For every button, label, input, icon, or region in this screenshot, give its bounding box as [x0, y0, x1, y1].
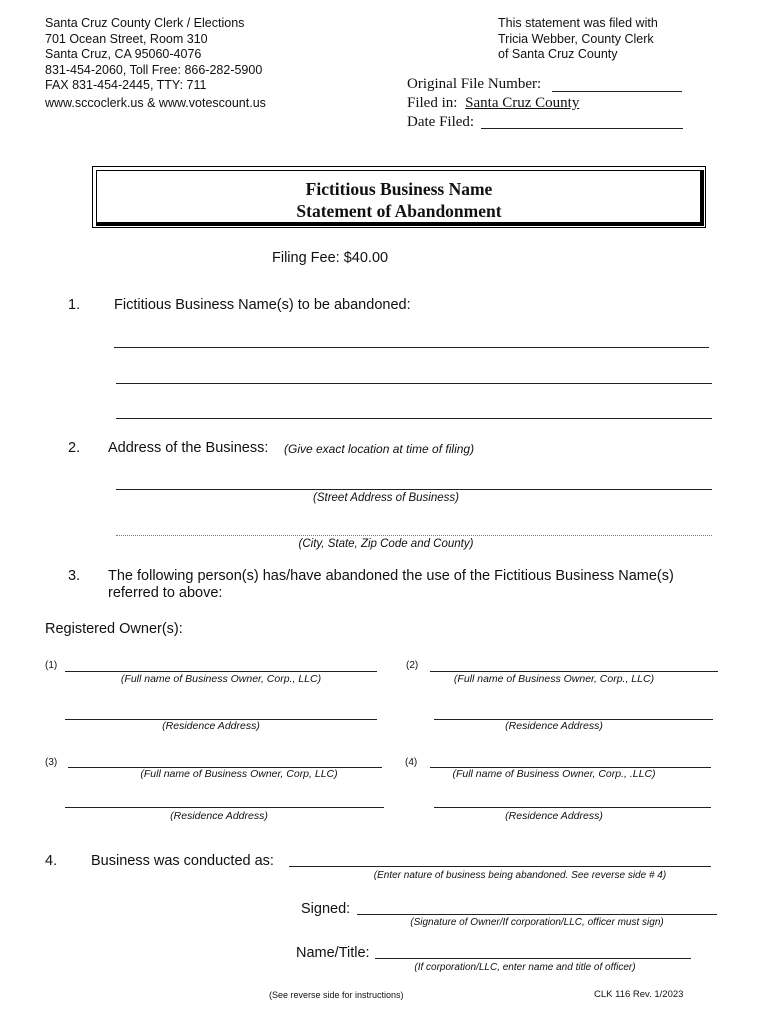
street-address-field[interactable] — [116, 489, 712, 490]
signature-field[interactable] — [357, 914, 717, 915]
office-websites: www.sccoclerk.us & www.votescount.us — [45, 95, 266, 110]
owners-heading: Registered Owner(s): — [45, 621, 183, 637]
original-file-number-label: Original File Number: — [407, 76, 542, 92]
section2-label: Address of the Business: — [108, 440, 269, 456]
section2-hint: (Give exact location at time of filing) — [284, 442, 475, 456]
owner2-name-field[interactable] — [430, 671, 718, 672]
owner1-number: (1) — [45, 660, 58, 671]
signature-caption: (Signature of Owner/If corporation/LLC, officer must sign) — [410, 917, 664, 928]
section4-number: 4. — [45, 853, 58, 869]
owner2-number: (2) — [406, 660, 419, 671]
office-name: Santa Cruz County Clerk / Elections — [45, 16, 245, 30]
filed-with-block — [498, 16, 658, 63]
section4-label: Business was conducted as: — [91, 853, 274, 869]
owner1-name-field[interactable] — [65, 671, 377, 672]
section3-text — [108, 568, 674, 602]
owner1-name-caption: (Full name of Business Owner, Corp., LLC) — [120, 673, 322, 685]
original-file-number-field[interactable] — [552, 91, 682, 92]
business-conducted-caption: (Enter nature of business being abandoned. See reverse side # 4) — [373, 870, 667, 881]
signed-label: Signed: — [301, 901, 351, 917]
owner2-address-caption: (Residence Address) — [505, 720, 603, 732]
filed-in-value: Santa Cruz County — [465, 95, 580, 111]
owner3-number: (3) — [45, 757, 58, 768]
owner3-address-field[interactable] — [65, 807, 384, 808]
filed-with-line: This statement was filed with — [498, 16, 658, 30]
owner1-address-caption: (Residence Address) — [162, 720, 260, 732]
county-line: of Santa Cruz County — [498, 47, 618, 61]
form-title — [93, 178, 705, 222]
filed-in-label: Filed in: — [407, 95, 458, 111]
section1-label: Fictitious Business Name(s) to be abandoned: — [114, 297, 411, 313]
section3-line1: The following person(s) has/have abandoned the use of the Fictitious Business Name(s) — [108, 568, 674, 584]
section3-number: 3. — [68, 568, 81, 584]
owner4-address-caption: (Residence Address) — [505, 810, 603, 822]
office-phone: 831-454-2060, Toll Free: 866-282-5900 — [45, 62, 263, 77]
name-title-caption: (If corporation/LLC, enter name and title of officer) — [414, 962, 636, 973]
city-state-zip-field[interactable] — [116, 535, 712, 536]
date-filed — [407, 114, 474, 131]
business-name-field-1[interactable] — [114, 347, 709, 348]
owner4-address-field[interactable] — [434, 807, 711, 808]
clerk-name-line: Tricia Webber, County Clerk — [498, 31, 654, 46]
street-address-caption: (Street Address of Business) — [313, 492, 459, 504]
owner4-name-caption: (Full name of Business Owner, Corp., .LLC) — [452, 768, 656, 780]
office-address-block — [45, 16, 266, 111]
name-title-field[interactable] — [375, 958, 691, 959]
name-title-label: Name/Title: — [296, 945, 370, 961]
owner3-name-caption: (Full name of Business Owner, Corp, LLC) — [140, 768, 338, 780]
office-street: 701 Ocean Street, Room 310 — [45, 31, 208, 46]
office-city: Santa Cruz, CA 95060-4076 — [45, 47, 202, 61]
filed-in — [407, 95, 579, 112]
title-box — [92, 166, 706, 228]
form-title-line1: Fictitious Business Name — [305, 179, 493, 199]
filing-fee: Filing Fee: $40.00 — [272, 250, 389, 266]
business-name-field-3[interactable] — [116, 418, 712, 419]
business-conducted-field[interactable] — [289, 866, 711, 867]
section1-number: 1. — [68, 297, 81, 313]
owner4-number: (4) — [405, 757, 418, 768]
date-filed-label: Date Filed: — [407, 114, 475, 130]
date-filed-field[interactable] — [481, 128, 683, 129]
original-file-number — [407, 76, 541, 93]
footer-form-id: CLK 116 Rev. 1/2023 — [594, 989, 684, 1000]
section2-number: 2. — [68, 440, 81, 456]
section3-line2: referred to above: — [108, 585, 223, 601]
office-fax: FAX 831-454-2445, TTY: 711 — [45, 78, 207, 92]
footer-instructions: (See reverse side for instructions) — [269, 990, 404, 1000]
owner3-address-caption: (Residence Address) — [170, 810, 268, 822]
business-name-field-2[interactable] — [116, 383, 712, 384]
city-state-zip-caption: (City, State, Zip Code and County) — [298, 538, 474, 550]
form-title-line2: Statement of Abandonment — [296, 201, 502, 221]
owner2-name-caption: (Full name of Business Owner, Corp., LLC) — [453, 673, 655, 685]
